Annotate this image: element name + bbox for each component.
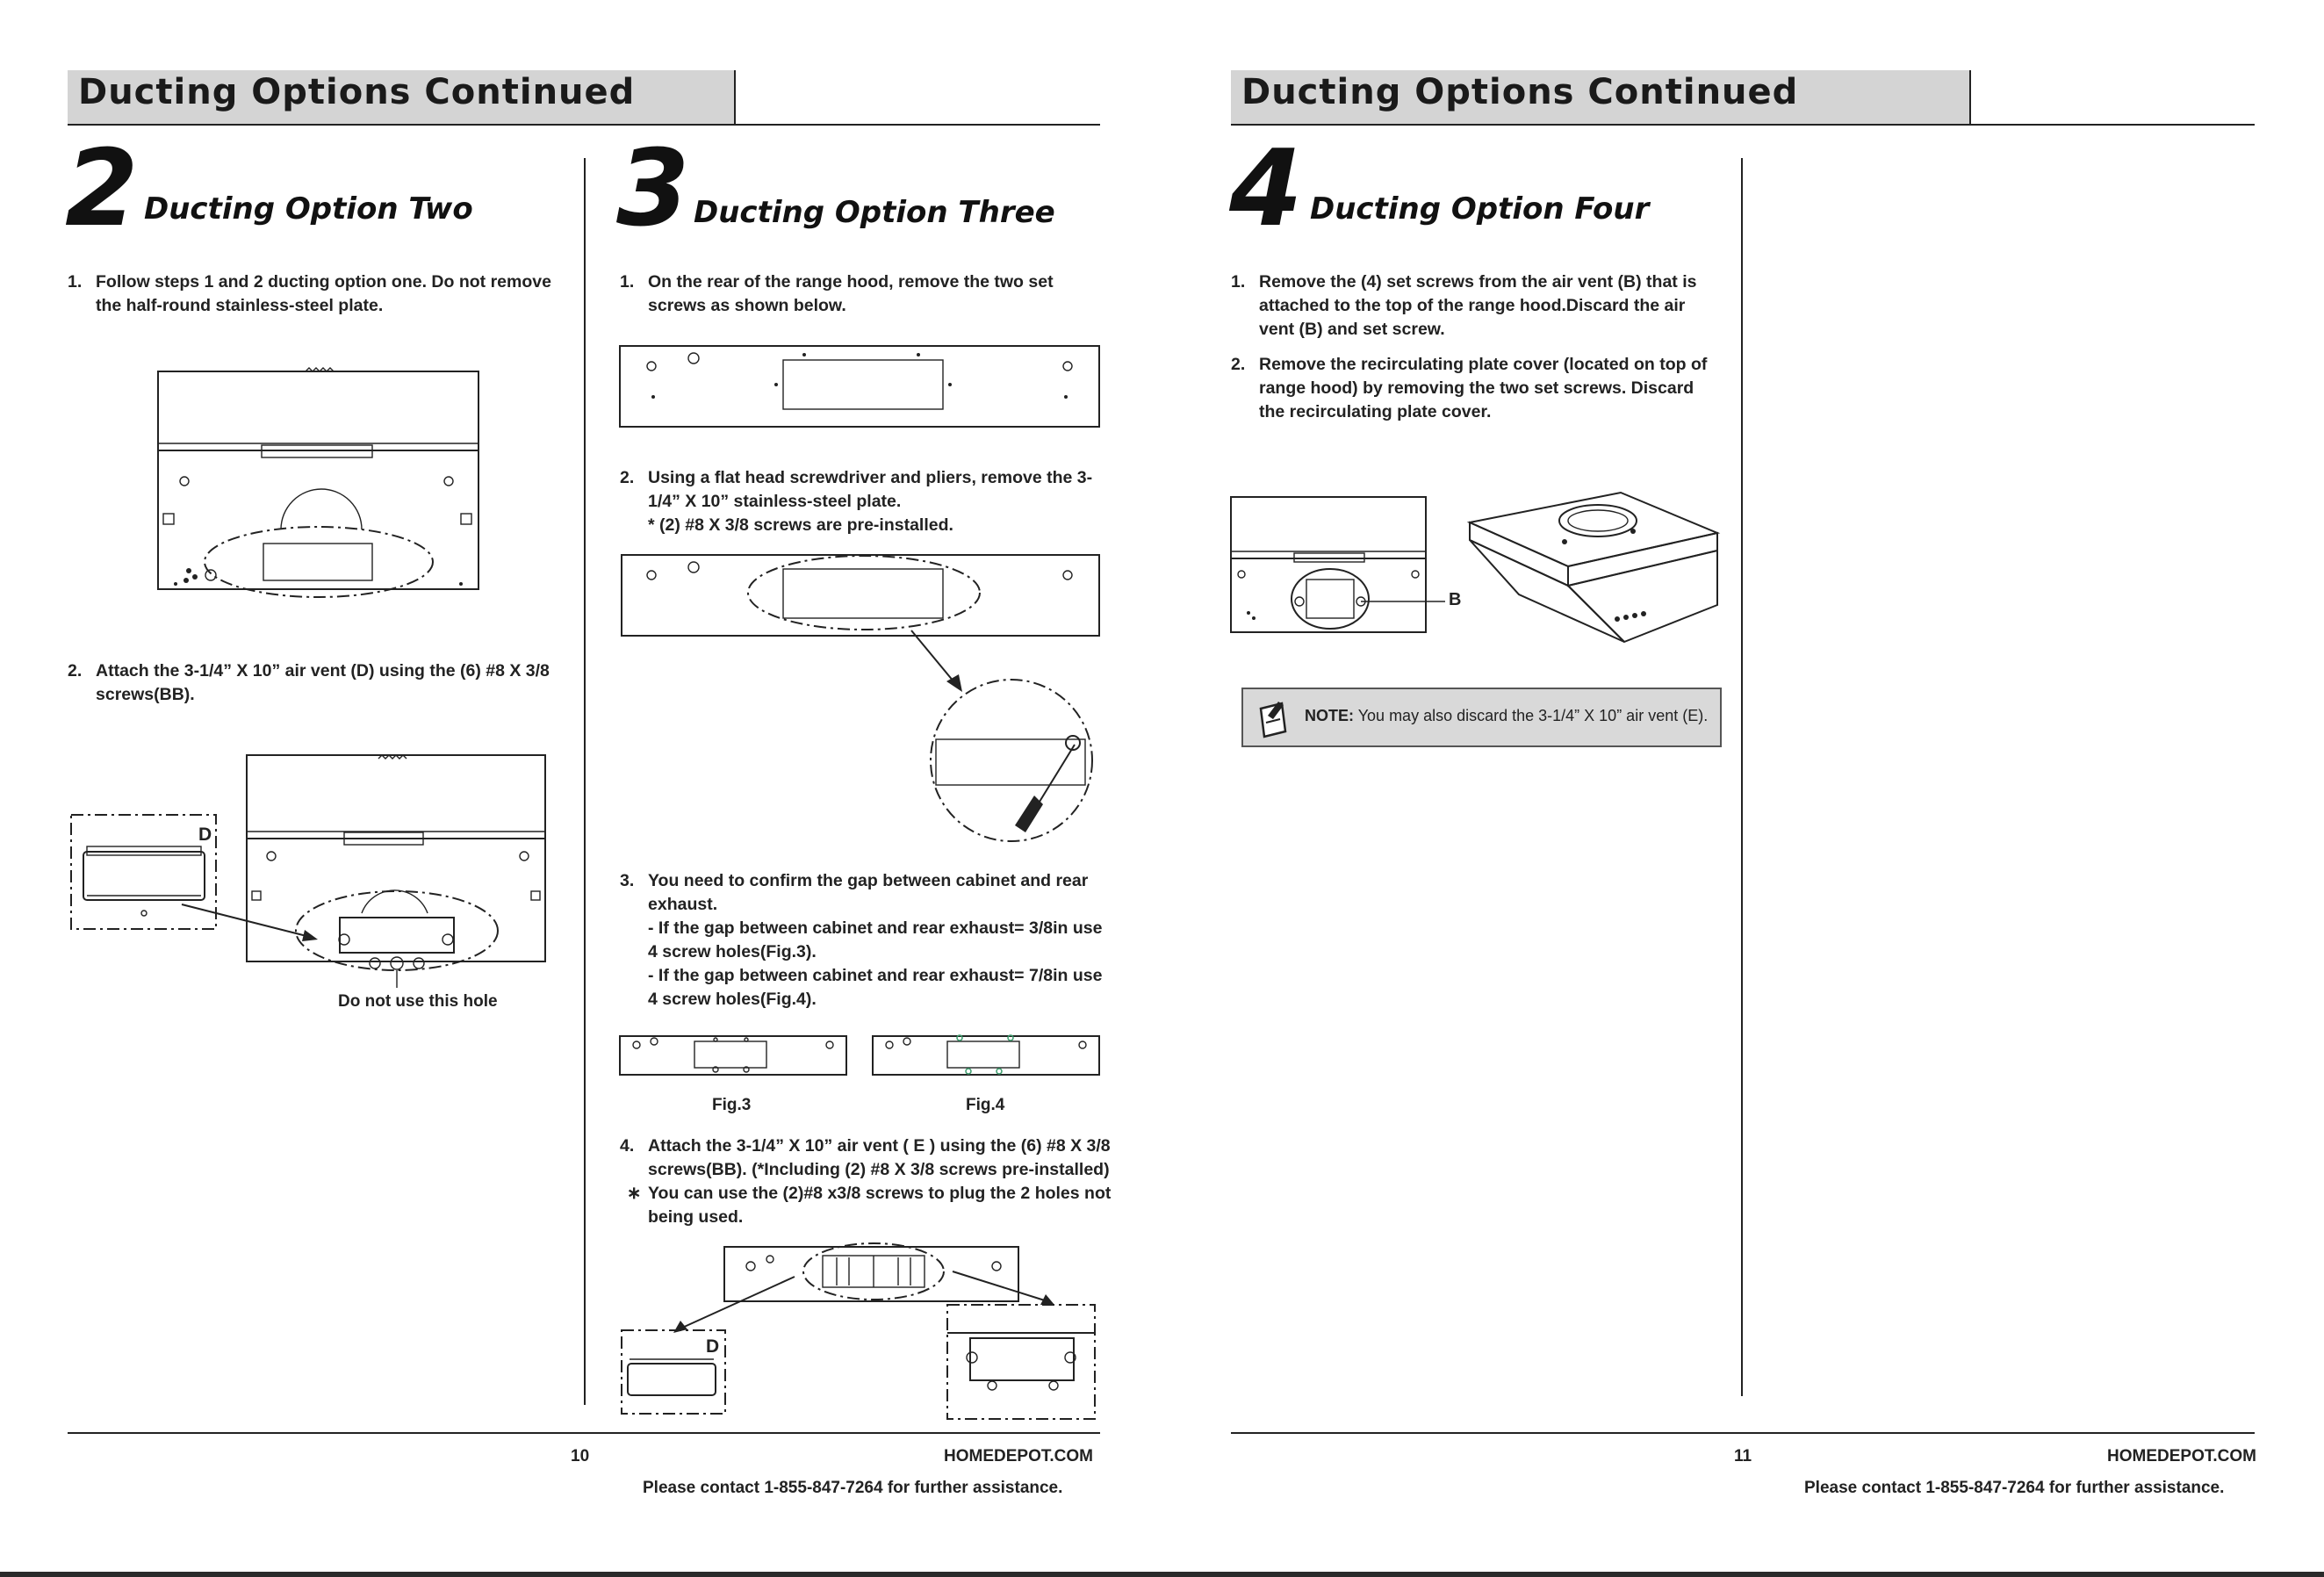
right-header-tick [1969,70,1971,125]
step-text: Attach the 3-1/4” X 10” air vent (D) using the (6) #8 X 3/8 screws(BB). [96,661,550,704]
option-three-step-4 [620,1134,1112,1182]
right-page-number: 11 [1734,1447,1752,1465]
step-number: 1. [620,272,635,292]
option-three-step-3 [620,869,1112,1012]
step-number: 1. [1231,272,1246,292]
air-vent-b-label: B [1449,590,1462,609]
left-page-number: 10 [571,1447,590,1465]
note-pencil-icon [1256,696,1291,738]
option-four-title: Ducting Option Four [1310,191,1650,227]
step-number: 4. [620,1136,635,1156]
rear-panel-diagram-2-with-screwdriver [620,553,1101,843]
option-two-step-1 [68,270,559,318]
option-three-number: 3 [616,128,687,250]
left-footer-rule [68,1432,1100,1434]
page-bottom-edge [0,1572,2324,1577]
step-text: On the rear of the range hood, remove the two set screws as shown below. [648,272,1054,315]
option-four-step-2 [1231,353,1709,424]
option-two-step-2 [68,659,559,707]
step-number: 2. [620,468,635,487]
step-text: Remove the recirculating plate cover (located on top of range hood) by removing the two set screws. Discard the recirculating plate cover. [1259,355,1708,421]
air-vent-e-install-diagram [619,1245,1104,1429]
note-label: NOTE: [1305,707,1354,724]
step-number: 1. [68,272,83,292]
vent-d-label-option-three: D [706,1336,720,1357]
fig3-caption: Fig.3 [712,1096,752,1114]
right-header-title: Ducting Options Continued [1241,72,1799,112]
step-note: * (2) #8 X 3/8 screws are pre-installed. [648,515,953,535]
range-hood-front-diagram-option-four [1229,492,1440,637]
left-column-divider [584,158,586,1405]
option-four-step-1 [1231,270,1709,342]
step-number: 2. [68,661,83,680]
option-three-step-2 [620,466,1112,537]
step-number: 3. [620,871,635,890]
step-text: Using a flat head screwdriver and pliers, remove the 3-1/4” X 10” stainless-steel plate. [648,468,1093,511]
left-site: HOMEDEPOT.COM [944,1447,1093,1465]
step-bullet-2: - If the gap between cabinet and rear exhaust= 7/8in use 4 screw holes(Fig.4). [648,966,1103,1009]
fig4-diagram [872,1034,1102,1078]
vent-d-label: D [198,825,212,845]
step-star: ∗ [627,1184,642,1203]
option-three-step-4-note [627,1182,1112,1229]
right-footer-rule [1231,1432,2255,1434]
air-vent-d-install-diagram [68,755,559,983]
right-site: HOMEDEPOT.COM [2107,1447,2256,1465]
option-two-number: 2 [65,128,135,250]
left-header-tick [734,70,736,125]
step-text: Remove the (4) set screws from the air vent (B) that is attached to the top of the range hood.Discard the air vent (B) and set screw. [1259,272,1697,339]
option-three-step-1 [620,270,1112,318]
range-hood-perspective-diagram [1466,487,1721,641]
step-text: Follow steps 1 and 2 ducting option one. Do not remove the half-round stainless-steel plate. [96,272,551,315]
right-column-divider [1741,158,1743,1396]
step-number: 2. [1231,355,1246,374]
rear-panel-diagram-1 [620,344,1101,428]
option-three-title: Ducting Option Three [694,195,1055,230]
step-text: Attach the 3-1/4” X 10” air vent ( E ) using the (6) #8 X 3/8 screws(BB). (*Including (2) #8 X 3/8 screws pre-installed) [648,1136,1111,1179]
left-header-title: Ducting Options Continued [78,72,636,112]
left-contact: Please contact 1-855-847-7264 for further assistance. [643,1479,1063,1497]
note-body: You may also discard the 3-1/4” X 10” air vent (E). [1357,707,1709,724]
fig4-caption: Fig.4 [966,1096,1005,1114]
note-text [1305,707,1708,725]
step-text: You can use the (2)#8 x3/8 screws to plug the 2 holes not being used. [648,1184,1112,1227]
note-box [1241,688,1722,747]
right-header-rule [1231,124,2255,126]
range-hood-diagram-option-two [158,364,483,597]
fig3-diagram [619,1034,849,1078]
right-contact: Please contact 1-855-847-7264 for further assistance. [1804,1479,2225,1497]
option-two-title: Ducting Option Two [144,191,473,227]
do-not-use-hole-caption: Do not use this hole [338,992,498,1011]
step-text: You need to confirm the gap between cabinet and rear exhaust. [648,871,1089,914]
left-header-rule [68,124,1100,126]
option-four-number: 4 [1229,128,1299,250]
step-bullet-1: - If the gap between cabinet and rear exhaust= 3/8in use 4 screw holes(Fig.3). [648,918,1103,961]
